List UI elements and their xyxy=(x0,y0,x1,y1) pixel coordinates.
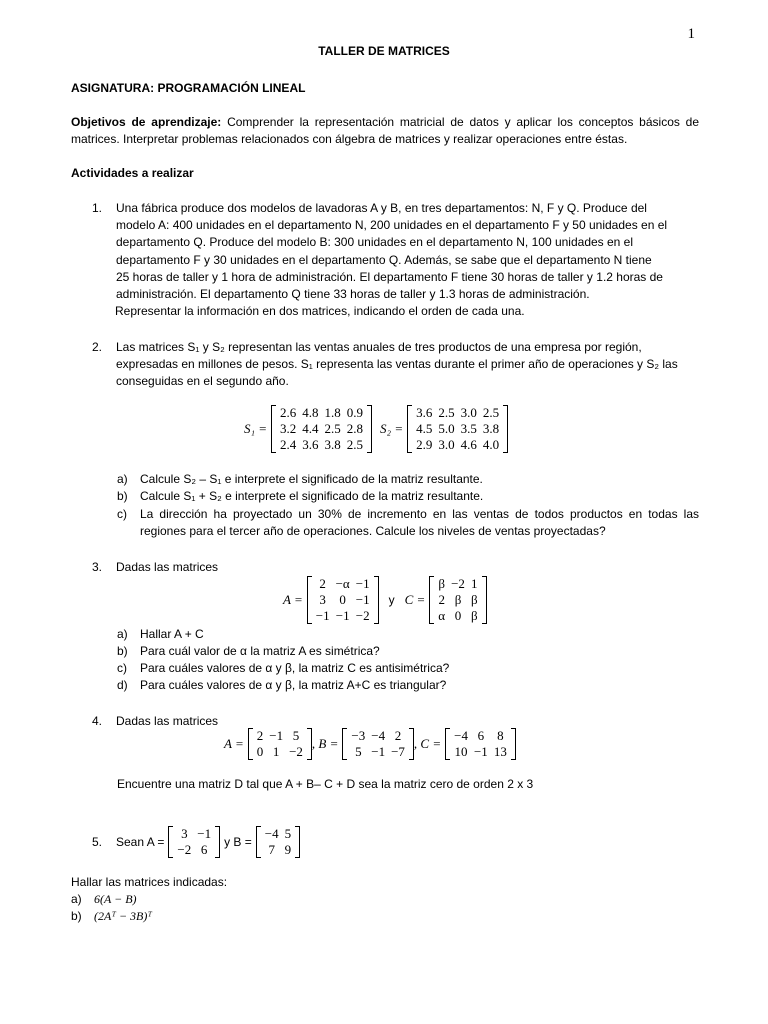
matrix-cell: −2 xyxy=(355,608,370,623)
subitem-letter: b) xyxy=(117,644,128,658)
a-label: A = xyxy=(224,736,244,751)
problem-5-intro: Sean A = xyxy=(116,835,165,849)
text-line: conseguidas en el segundo año. xyxy=(116,374,289,389)
matrix-cell: α xyxy=(438,608,446,623)
text-line: departamento F y 30 unidades en el departamento Q. Además, se sabe que el departamento N tiene xyxy=(116,252,652,267)
matrix-table xyxy=(313,576,373,624)
task-text: Encuentre una matriz D tal que A + B– C + D sea la matriz cero de orden 2 x 3 xyxy=(117,777,534,791)
problem-number: 4. xyxy=(92,714,103,728)
matrix-cell: 3.5 xyxy=(460,421,477,436)
text-line: Representar la información en dos matrices, indicando el orden de cada una. xyxy=(115,304,525,319)
matrix-b xyxy=(256,826,300,858)
matrix-cell: 2.4 xyxy=(280,437,297,452)
matrix-cell: 3.8 xyxy=(324,437,341,452)
matrix-cell: −3 xyxy=(351,728,366,743)
matrix-cell: −1 xyxy=(473,744,488,759)
matrix-cell: −1 xyxy=(197,826,212,841)
matrix-cell: 1 xyxy=(471,576,478,591)
matrix-cell: 5 xyxy=(355,744,362,759)
matrix-row xyxy=(262,842,294,858)
matrix-cell: 5.0 xyxy=(438,421,455,436)
matrix-cell: 4.4 xyxy=(302,421,319,436)
matrix-b xyxy=(342,728,414,760)
matrix-cell: 0 xyxy=(454,608,462,623)
matrix-row xyxy=(277,421,366,437)
conjunction: y xyxy=(388,593,395,607)
subitem-letter: b) xyxy=(71,909,82,923)
subitem-letter: c) xyxy=(117,507,127,521)
c-label: C = xyxy=(404,592,426,607)
matrix-cell: 2 xyxy=(394,728,402,743)
matrix-cell: 4.6 xyxy=(460,437,477,452)
matrix-row xyxy=(313,608,373,624)
subitem-letter: d) xyxy=(117,678,128,692)
subitem-text: 6(A − B) xyxy=(94,892,137,906)
text-line: Una fábrica produce dos modelos de lavadoras A y B, en tres departamentos: N, F y Q. Produce del xyxy=(116,201,647,215)
matrix-row xyxy=(174,826,214,842)
matrix-cell: 2 xyxy=(256,728,264,743)
matrix-row xyxy=(413,405,502,421)
text-line: administración. El departamento Q tiene 33 horas de taller y 1.3 horas de administración. xyxy=(116,287,590,302)
matrix-table xyxy=(451,728,510,760)
matrices-a-c xyxy=(283,576,487,624)
matrix-cell: 2.5 xyxy=(346,437,364,452)
matrix-cell: 0 xyxy=(256,744,264,759)
matrix-cell: −1 xyxy=(355,576,370,591)
objectives-label: Objetivos de aprendizaje: xyxy=(71,115,222,129)
matrix-cell: β xyxy=(470,608,478,623)
subitem-letter: a) xyxy=(117,472,128,486)
matrix-cell: −α xyxy=(335,576,350,591)
matrix-cell: β xyxy=(454,592,462,607)
subitem-text: Para cuáles valores de α y β, la matriz A+C es triangular? xyxy=(140,678,447,692)
matrix-s2 xyxy=(407,405,508,453)
a-label: A = xyxy=(283,592,303,607)
matrix-c xyxy=(445,728,516,760)
matrix-cell: 5 xyxy=(292,728,300,743)
matrix-cell: −1 xyxy=(315,608,330,623)
matrix-row xyxy=(348,744,408,760)
matrix-cell: β xyxy=(470,592,478,607)
matrix-cell: 1 xyxy=(272,744,280,759)
matrix-cell: β xyxy=(438,576,445,591)
subitem-text: Para cuál valor de α la matriz A es simétrica? xyxy=(140,644,380,658)
matrix-cell: 3.6 xyxy=(302,437,319,452)
matrix-row xyxy=(413,421,502,437)
subitem-text: Calcule S₂ – S₁ e interprete el significado de la matriz resultante. xyxy=(140,472,483,486)
matrix-row xyxy=(277,437,366,453)
subitem-text: (2Aᵀ − 3B)ᵀ xyxy=(94,909,153,923)
matrix-row xyxy=(313,592,373,608)
matrix-row xyxy=(413,437,502,453)
matrix-table xyxy=(262,826,294,858)
matrix-row xyxy=(262,826,294,842)
matrix-cell: 13 xyxy=(493,744,507,759)
matrix-cell: 3.2 xyxy=(280,421,297,436)
subject-heading: ASIGNATURA: PROGRAMACIÓN LINEAL xyxy=(71,81,306,95)
text-line: modelo A: 400 unidades en el departamento N, 200 unidades en el departamento F y 50 unidades en el xyxy=(116,218,668,233)
matrix-cell: −4 xyxy=(454,728,468,743)
subitem-letter: b) xyxy=(117,489,128,503)
text-line: expresadas en millones de pesos. S₁ representa las ventas durante el primer año de operaciones y S₂ las xyxy=(116,357,678,372)
problem-number: 5. xyxy=(92,835,103,849)
activities-heading: Actividades a realizar xyxy=(71,166,194,180)
matrix-cell: −7 xyxy=(391,744,405,759)
subitem-text: Hallar A + C xyxy=(140,627,204,641)
problem-number: 1. xyxy=(92,201,103,215)
matrix-cell: 2 xyxy=(319,576,326,591)
problem-5 xyxy=(92,826,300,858)
matrix-cell: 2.5 xyxy=(438,405,455,420)
objectives-text: Comprender la representación matricial de datos y aplicar los conceptos básicos de matrices. Interpretar problemas relacionados con álgebra de matrices y realizar operaciones entre éstas. xyxy=(71,115,700,146)
problem-4-intro: Dadas las matrices xyxy=(116,714,219,728)
matrix-cell: 2.6 xyxy=(280,405,297,420)
matrix-s1 xyxy=(271,405,372,453)
problem-2-text xyxy=(116,339,697,391)
matrix-cell: 3.0 xyxy=(460,405,477,420)
matrix-row xyxy=(254,744,306,760)
problem-number: 2. xyxy=(92,340,103,354)
matrix-cell: −2 xyxy=(177,842,192,857)
matrix-cell: 0 xyxy=(339,592,346,607)
matrix-cell: −1 xyxy=(335,608,350,623)
matrix-cell: 4.8 xyxy=(302,405,319,420)
matrix-c xyxy=(429,576,486,624)
matrix-cell: −1 xyxy=(355,592,370,607)
document-title: TALLER DE MATRICES xyxy=(318,44,450,58)
matrix-row xyxy=(254,728,306,744)
matrix-table xyxy=(277,405,366,453)
matrix-cell: 2.5 xyxy=(482,405,500,420)
problem-number: 3. xyxy=(92,560,103,574)
matrix-cell: 6 xyxy=(200,842,208,857)
matrix-row xyxy=(435,592,480,608)
text-line: departamento Q. Produce del modelo B: 300 unidades en el departamento N, 100 unidades en el xyxy=(116,235,634,250)
matrices-a-b-c xyxy=(224,728,516,760)
problem-1-text xyxy=(116,200,697,320)
matrix-cell: 3.8 xyxy=(482,421,500,436)
conjunction: y B = xyxy=(224,835,252,849)
b-label: , B = xyxy=(311,736,339,751)
matrix-cell: 0.9 xyxy=(346,405,364,420)
matrix-cell: −2 xyxy=(289,744,303,759)
s2-label: S₂ = xyxy=(380,421,404,436)
matrix-row xyxy=(451,744,510,760)
matrix-table xyxy=(254,728,306,760)
objectives-paragraph xyxy=(71,114,699,148)
subitem-letter: a) xyxy=(117,627,128,641)
page-number: 1 xyxy=(687,26,695,42)
subitem-text: Para cuáles valores de α y β, la matriz C es antisimétrica? xyxy=(140,661,450,675)
matrix-row xyxy=(277,405,366,421)
text-line: Las matrices S₁ y S₂ representan las ventas anuales de tres productos de una empresa por región, xyxy=(116,340,642,354)
matrix-cell: 8 xyxy=(497,728,504,743)
subitem-text: La dirección ha proyectado un 30% de incremento en las ventas de todos productos en todas las regiones para el tercer año de operaciones. Calcule los niveles de ventas proyectadas? xyxy=(140,507,699,539)
matrix-table xyxy=(348,728,408,760)
matrix-cell: −1 xyxy=(269,728,284,743)
matrix-row xyxy=(435,576,480,592)
c-label: , C = xyxy=(413,736,442,751)
matrix-cell: 3 xyxy=(181,826,188,841)
matrix-cell: 9 xyxy=(284,842,292,857)
matrix-cell: 7 xyxy=(268,842,275,857)
matrix-cell: −1 xyxy=(371,744,386,759)
matrix-row xyxy=(348,728,408,744)
hallar-text: Hallar las matrices indicadas: xyxy=(71,875,228,889)
matrix-row xyxy=(174,842,214,858)
problem-3-intro: Dadas las matrices xyxy=(116,560,219,574)
matrix-cell: 3.6 xyxy=(416,405,433,420)
subitem-text: Calcule S₁ + S₂ e interprete el significado de la matriz resultante. xyxy=(140,489,484,503)
matrix-row xyxy=(451,728,510,744)
matrix-cell: 2 xyxy=(438,592,445,607)
matrix-cell: 1.8 xyxy=(324,405,341,420)
matrix-cell: 5 xyxy=(284,826,292,841)
matrix-table xyxy=(174,826,214,858)
matrix-cell: 3 xyxy=(319,592,326,607)
matrix-a xyxy=(168,826,220,858)
matrix-row xyxy=(313,576,373,592)
text-line: 25 horas de taller y 1 hora de administración. El departamento F tiene 30 horas de taller y 1.2 horas de xyxy=(116,269,663,284)
matrix-row xyxy=(435,608,480,624)
matrix-cell: 2.9 xyxy=(416,437,433,452)
s1-label: S₁ = xyxy=(244,421,268,436)
matrix-cell: 10 xyxy=(454,744,468,759)
matrix-cell: −2 xyxy=(451,576,465,591)
matrix-cell: 2.5 xyxy=(324,421,341,436)
matrix-cell: 4.5 xyxy=(416,421,433,436)
matrix-a xyxy=(248,728,312,760)
matrix-a xyxy=(307,576,379,624)
matrix-cell: 4.0 xyxy=(482,437,500,452)
matrices-s1-s2 xyxy=(244,405,508,453)
matrix-cell: −4 xyxy=(371,728,386,743)
subitem-letter: a) xyxy=(71,892,82,906)
matrix-cell: −4 xyxy=(264,826,279,841)
subitem-letter: c) xyxy=(117,661,127,675)
matrix-cell: 6 xyxy=(477,728,485,743)
matrix-cell: 2.8 xyxy=(346,421,364,436)
matrix-table xyxy=(413,405,502,453)
matrix-cell: 3.0 xyxy=(438,437,455,452)
matrix-table xyxy=(435,576,480,624)
